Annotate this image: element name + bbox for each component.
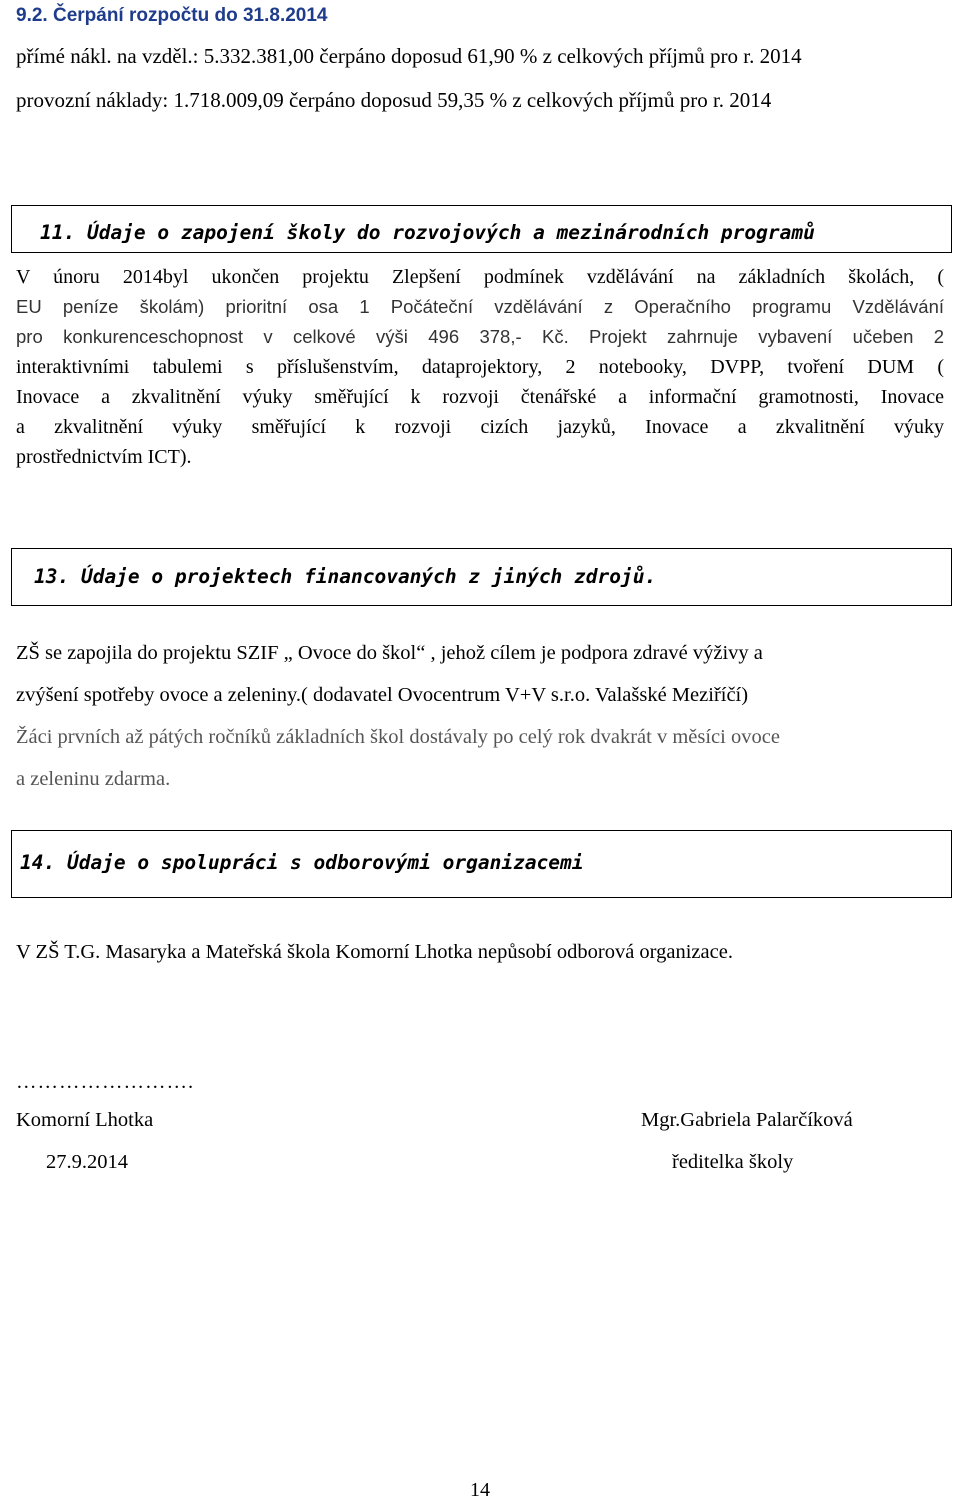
signature-dots: ……………………. <box>16 1071 195 1093</box>
section-14-heading: 14. Údaje o spolupráci s odborovými organizacemi <box>11 830 952 898</box>
signature-name: Mgr.Gabriela Palarčíková <box>641 1109 853 1131</box>
paragraph-line: a zeleninu zdarma. <box>16 768 171 790</box>
signature-role: ředitelka školy <box>672 1151 794 1173</box>
operating-costs-line: provozní náklady: 1.718.009,09 čerpáno doposud 59,35 % z celkových příjmů pro r. 2014 <box>16 88 772 112</box>
section-9-2-heading: 9.2. Čerpání rozpočtu do 31.8.2014 <box>16 5 328 26</box>
section-14-text: V ZŠ T.G. Masaryka a Mateřská škola Komorní Lhotka nepůsobí odborová organizace. <box>16 941 733 963</box>
page-number: 14 <box>470 1479 490 1501</box>
section-11-paragraph <box>16 262 944 472</box>
section-11-heading: 11. Údaje o zapojení školy do rozvojových a mezinárodních programů <box>11 205 952 253</box>
paragraph-line: ZŠ se zapojila do projektu SZIF „ Ovoce do škol“ , jehož cílem je podpora zdravé výživy a <box>16 642 763 664</box>
signature-date: 27.9.2014 <box>46 1151 128 1173</box>
paragraph-line: EU peníze školám) prioritní osa 1 Počáteční vzdělávání z Operačního programu Vzdělávání <box>16 296 944 317</box>
signature-place: Komorní Lhotka <box>16 1109 154 1131</box>
paragraph-line: interaktivními tabulemi s příslušenstvím, dataprojektory, 2 notebooky, DVPP, tvoření DUM ( <box>16 356 944 378</box>
paragraph-line: a zkvalitnění výuky směřující k rozvoji cizích jazyků, Inovace a zkvalitnění výuky <box>16 416 944 438</box>
paragraph-line: Žáci prvních až pátých ročníků základních škol dostávaly po celý rok dvakrát v měsíci ovoce <box>16 726 780 748</box>
direct-costs-line: přímé nákl. na vzděl.: 5.332.381,00 čerpáno doposud 61,90 % z celkových příjmů pro r. 2014 <box>16 44 802 68</box>
paragraph-line: Inovace a zkvalitnění výuky směřující k rozvoji čtenářské a informační gramotnosti, Inovace <box>16 386 944 408</box>
paragraph-line: zvýšení spotřeby ovoce a zeleniny.( dodavatel Ovocentrum V+V s.r.o. Valašské Meziříčí) <box>16 684 749 706</box>
section-13-paragraph <box>16 632 946 800</box>
paragraph-line: prostřednictvím ICT). <box>16 446 192 468</box>
section-13-heading: 13. Údaje o projektech financovaných z jiných zdrojů. <box>11 548 952 606</box>
paragraph-line: pro konkurenceschopnost v celkové výši 496 378,- Kč. Projekt zahrnuje vybavení učeben 2 <box>16 326 944 347</box>
paragraph-line: V únoru 2014byl ukončen projektu Zlepšení podmínek vzdělávání na základních školách, ( <box>16 266 944 288</box>
